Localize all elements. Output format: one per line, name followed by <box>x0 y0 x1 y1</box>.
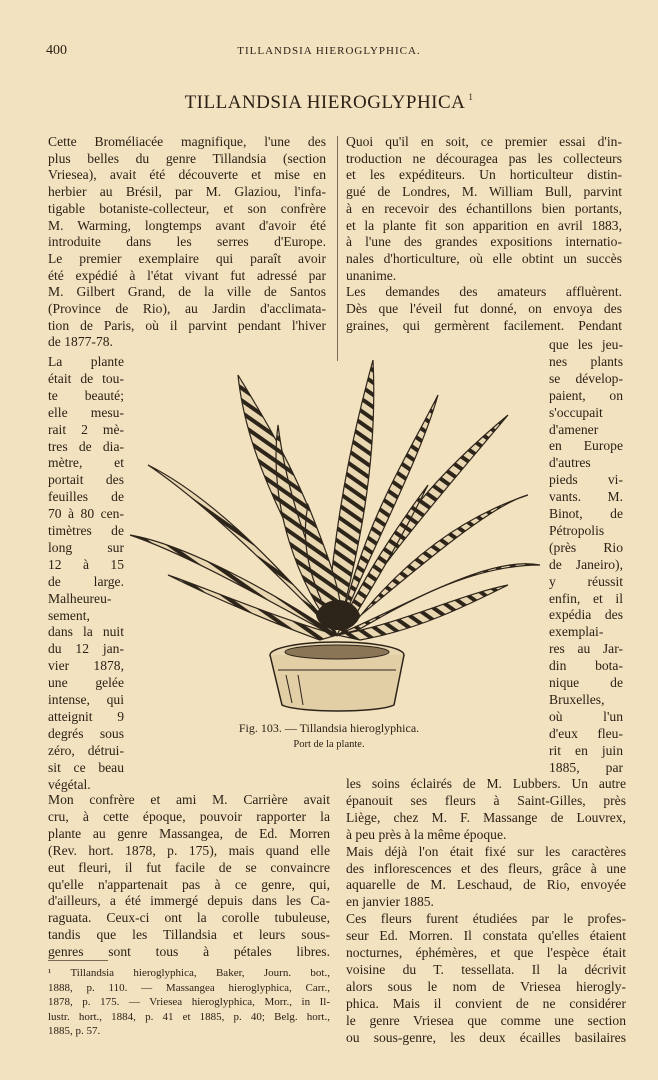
text-line: le genre Vriesea que comme une section <box>346 1012 626 1028</box>
text-line: res au Jar- <box>549 641 623 657</box>
text-line: pieds vi- <box>549 472 623 488</box>
text-line: M. Gilbert Grand, de la ville de Santos <box>48 284 326 300</box>
text-line: à l'une des grandes expositions internatio- <box>346 234 622 250</box>
text-line: atteignit 9 <box>48 708 124 724</box>
text-line: eut fleuri, il fut facile de se convaincre <box>48 859 330 875</box>
text-line: M. Warming, longtemps avant d'avoir été <box>48 217 326 233</box>
text-line: était de tou- <box>48 370 124 386</box>
text-line: timètres de <box>48 523 124 538</box>
text-line: à en recevoir des échantillons bien portants, <box>346 200 622 216</box>
text-line: seur Ed. Morren. Il constata qu'elles étaient <box>346 928 626 944</box>
text-line: d'autres <box>549 455 591 471</box>
text-line: Dès que l'éveil fut donné, on envoya des <box>346 301 622 316</box>
text-line: mètre, et <box>48 455 124 471</box>
text-line: d'amener <box>549 421 599 437</box>
text-line: elle mesu- <box>48 404 124 420</box>
text-line: Binot, de <box>549 506 623 521</box>
text-line: se dévelop- <box>549 370 623 386</box>
text-line: en Europe <box>549 438 623 454</box>
text-line: tigable botaniste-collecteur, et son confrère <box>48 200 326 216</box>
column-rule <box>337 136 338 361</box>
text-line: Bruxelles, <box>549 691 605 707</box>
text-line: degrés sous <box>48 725 124 741</box>
article-title: TILLANDSIA HIEROGLYPHICA $^1$ <box>184 92 474 113</box>
text-line: tandis que les Tillandsia et leurs sous- <box>48 927 330 943</box>
text-line: y réussit <box>549 573 623 589</box>
text-line: d'ailleurs, a été immergé depuis dans les Ca- <box>48 893 330 909</box>
text-line: aquarelle de M. Leschaud, de Rio, envoyée <box>346 877 626 893</box>
text-line: Ces fleurs furent étudiées par le profes- <box>346 911 626 927</box>
text-line: intense, qui <box>48 692 124 707</box>
text-line: portait des <box>48 472 124 488</box>
text-line: din bota- <box>549 658 623 674</box>
footnote-separator <box>48 960 108 961</box>
text-line: végétal. <box>48 776 91 792</box>
text-line: d'eux fleu- <box>549 725 623 741</box>
text-line: vants. M. <box>549 489 623 505</box>
text-line: genres sont tous à pétales libres. <box>48 944 330 960</box>
text-line: troduction ne découragea pas les collecteurs <box>346 150 622 166</box>
text-line: exemplai- <box>549 624 604 640</box>
text-line: (Province de Rio), au Jardin d'acclimata- <box>48 301 326 316</box>
text-line: plus belles du genre Tillandsia (section <box>48 150 326 166</box>
text-line: Cette Broméliacée magnifique, l'une des <box>48 134 326 149</box>
text-line: raguata. Ceux-ci ont la corolle tubuleuse, <box>48 910 330 926</box>
text-line: s'occupait <box>549 404 603 420</box>
text-line: de Janeiro), <box>549 556 623 572</box>
text-line: enfin, et il <box>549 590 623 606</box>
text-line: du 12 jan- <box>48 641 124 657</box>
text-line: que les jeu- <box>549 337 623 352</box>
figure-subcaption: Port de la plante. <box>293 739 365 750</box>
text-line: une gelée <box>48 675 124 691</box>
text-line: nes plants <box>549 353 623 369</box>
text-line: Malheureu- <box>48 590 112 606</box>
text-line: Mais déjà l'on était fixé sur les caractères <box>346 843 626 859</box>
text-line: te beauté; <box>48 387 124 403</box>
text-line: 1878, p. 175. — Vriesea hieroglyphica, Morr., in Il- <box>48 996 330 1008</box>
text-line: en janvier 1885. <box>346 894 434 910</box>
text-line: (Rev. hort. 1878, p. 175), mais quand elle <box>48 842 330 858</box>
text-line: 12 à 15 <box>48 556 124 572</box>
text-line: rait 2 mè- <box>48 421 124 437</box>
text-line: sit ce beau <box>48 759 124 775</box>
text-line: Pétropolis <box>549 522 605 538</box>
text-line: Liège, chez M. F. Massange de Louvrex, <box>346 809 626 825</box>
text-line: (près Rio <box>549 539 623 555</box>
text-line: graines, qui germèrent facilement. Pendant <box>346 317 622 333</box>
text-line: sement, <box>48 607 90 623</box>
text-line: zéro, détrui- <box>48 742 124 758</box>
plant-illustration <box>128 355 546 715</box>
text-line: de large. <box>48 573 124 589</box>
text-line: La plante <box>48 354 124 369</box>
text-line: 1885, par <box>549 759 623 775</box>
text-line: long sur <box>48 539 124 555</box>
title-footnote-marker: 1 <box>468 92 474 102</box>
text-line: introduite dans les serres d'Europe. <box>48 234 326 250</box>
text-line: ou sous-genre, les deux écailles basilaires <box>346 1029 626 1045</box>
text-line: alors sous le nom de Vriesea hierogly- <box>346 978 626 994</box>
text-line: nales d'horticulture, où elle obtint un succès <box>346 250 622 266</box>
text-line: plante au genre Massangea, de Ed. Morren <box>48 825 330 841</box>
text-line: herbier au Brésil, par M. Glaziou, l'infa- <box>48 184 326 200</box>
text-line: rit en juin <box>549 742 623 758</box>
page-number: 400 <box>46 43 67 58</box>
text-line: paient, on <box>549 387 623 403</box>
text-line: les soins éclairés de M. Lubbers. Un autre <box>346 776 626 791</box>
text-line: gué de Londres, M. William Bull, parvint <box>346 184 622 200</box>
text-line: épanouit ses fleurs à Saint-Gilles, près <box>346 792 626 808</box>
text-line: unanime. <box>346 267 397 283</box>
text-line: voisine du T. tessellata. Il la décrivit <box>346 961 626 977</box>
text-line: qu'elle n'appartenait pas à ce genre, qui, <box>48 876 330 892</box>
text-line: nique de <box>549 675 623 690</box>
text-line: Vriesea), avait été découverte et mise en <box>48 167 326 183</box>
text-line: été expédié à l'état vivant fut adressé par <box>48 267 326 283</box>
text-line: vier 1878, <box>48 658 124 674</box>
text-line: de 1877-78. <box>48 334 113 350</box>
text-line: et la plante fit son apparition en avril 1883, <box>346 217 622 233</box>
text-line: des inflorescences et des fleurs, grâce à une <box>346 860 626 876</box>
text-line: dans la nuit <box>48 624 124 640</box>
text-line: ¹ Tillandsia hieroglyphica, Baker, Journ. bot., <box>48 967 330 979</box>
text-line: Quoi qu'il en soit, ce premier essai d'in- <box>346 134 622 149</box>
text-line: tres de dia- <box>48 438 124 454</box>
text-line: 1885, p. 57. <box>48 1025 101 1037</box>
text-line: tion de Paris, où il parvint pendant l'hiver <box>48 317 326 333</box>
text-line: où l'un <box>549 708 623 724</box>
text-line: phica. Mais il convient de ne considérer <box>346 995 626 1011</box>
text-line: cru, à cette époque, pouvoir rapporter la <box>48 808 330 824</box>
running-title: TILLANDSIA HIEROGLYPHICA. <box>237 45 421 57</box>
text-line: Mon confrère et ami M. Carrière avait <box>48 792 330 807</box>
text-line: nocturnes, éphémères, et que l'espèce était <box>346 945 626 960</box>
text-line: lustr. hort., 1884, p. 41 et 1885, p. 40; Belg. hort., <box>48 1010 330 1023</box>
text-line: et les expéditeurs. Un horticulteur distin- <box>346 167 622 183</box>
text-line: 1888, p. 110. — Massangea hieroglyphica, Carr., <box>48 981 330 994</box>
text-line: Les demandes des amateurs affluèrent. <box>346 284 622 300</box>
text-line: à peu près à la même époque. <box>346 826 507 842</box>
text-line: 70 à 80 cen- <box>48 506 124 522</box>
figure-caption: Fig. 103. — Tillandsia hieroglyphica. <box>238 721 420 735</box>
text-line: expédia des <box>549 607 623 623</box>
text-line: Le premier exemplaire qui paraît avoir <box>48 250 326 266</box>
text-line: feuilles de <box>48 489 124 505</box>
